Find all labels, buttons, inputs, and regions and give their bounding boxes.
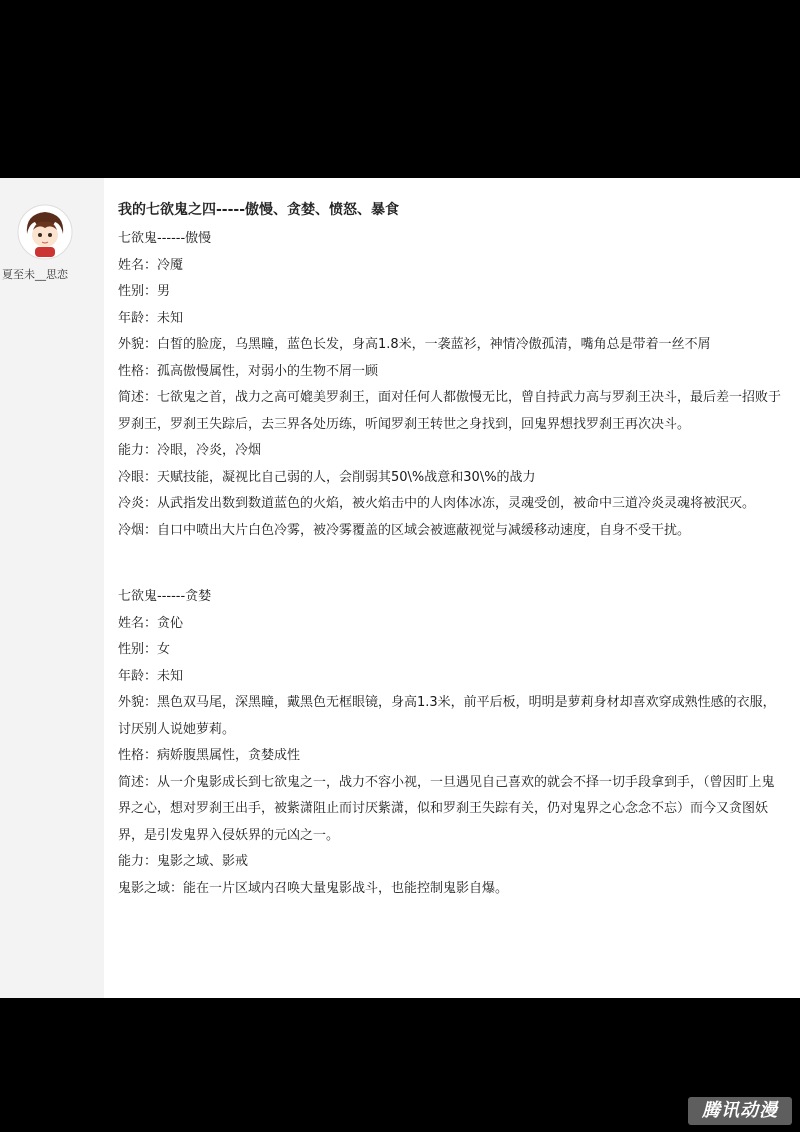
text-line: 外貌：黑色双马尾，深黑瞳，戴黑色无框眼镜，身高1.3米，前平后板，明明是萝莉身材却喜欢穿成熟性感的衣服，讨厌别人说她萝莉。 (118, 695, 776, 737)
avatar[interactable] (17, 204, 73, 260)
text-line: 年龄：未知 (118, 668, 184, 684)
post-title: 我的七欲鬼之四-----傲慢、贪婪、愤怒、暴食 (118, 202, 400, 218)
text-line: 简述：七欲鬼之首，战力之高可媲美罗刹王，面对任何人都傲慢无比，曾自持武力高与罗刹王决斗，最后差一招败于罗刹王，罗刹王失踪后，去三界各处历练，听闻罗刹王转世之身找到，回鬼界想找罗刹王再次决斗。 (118, 390, 782, 432)
text-line: 能力：鬼影之域、影戒 (118, 854, 249, 869)
text-line: 外貌：白皙的脸庞，乌黑瞳，蓝色长发，身高1.8米，一袭蓝衫，神情冷傲孤清，嘴角总是带着一丝不屑 (118, 337, 711, 352)
text-line: 性别：男 (118, 284, 171, 299)
section-greed (118, 584, 782, 902)
text-line: 鬼影之域：能在一片区域内召唤大量鬼影战斗，也能控制鬼影自爆。 (118, 880, 509, 896)
text-line: 年龄：未知 (118, 310, 184, 326)
author-column (0, 178, 104, 998)
forum-post (0, 178, 800, 998)
top-black-band (0, 0, 800, 178)
text-line: 冷炎：从武指发出数到数道蓝色的火焰，被火焰击中的人肉体冰冻，灵魂受创，被命中三道冷炎灵魂将被泯灭。 (118, 496, 756, 511)
text-line: 简述：从一介鬼影成长到七欲鬼之一，战力不容小视，一旦遇见自己喜欢的就会不择一切手段拿到手，（曾因盯上鬼界之心，想对罗刹王出手，被紫潇阻止而讨厌紫潇，似和罗刹王失踪有关，仍对鬼界之心念念不忘）而今又贪图妖界，是引发鬼界入侵妖界的元凶之一。 (118, 774, 775, 843)
text-line: 冷烟：自口中喷出大片白色冷雾，被冷雾覆盖的区域会被遮蔽视觉与减缓移动速度，自身不受干扰。 (118, 522, 691, 538)
bottom-black-band (0, 998, 800, 1132)
text-line: 性别：女 (118, 642, 171, 657)
author-name[interactable]: 夏至未__思恋 (2, 268, 68, 281)
text-line: 冷眼：天赋技能，凝视比自己弱的人，会削弱其50\%战意和30\%的战力 (118, 469, 536, 485)
post-content (118, 196, 782, 902)
text-line: 姓名：冷魇 (118, 257, 184, 273)
section-heading: 七欲鬼------傲慢 (118, 231, 212, 246)
text-line: 性格：病娇腹黑属性，贪婪成性 (118, 748, 301, 763)
section-spacer (118, 544, 782, 584)
text-line: 姓名：贪伈 (118, 615, 184, 631)
section-pride (118, 226, 782, 544)
text-line: 性格：孤高傲慢属性，对弱小的生物不屑一顾 (118, 363, 379, 379)
section-heading: 七欲鬼------贪婪 (118, 589, 212, 604)
text-line: 能力：冷眼，冷炎，冷烟 (118, 443, 262, 458)
watermark-logo: 腾讯动漫 (688, 1097, 792, 1125)
